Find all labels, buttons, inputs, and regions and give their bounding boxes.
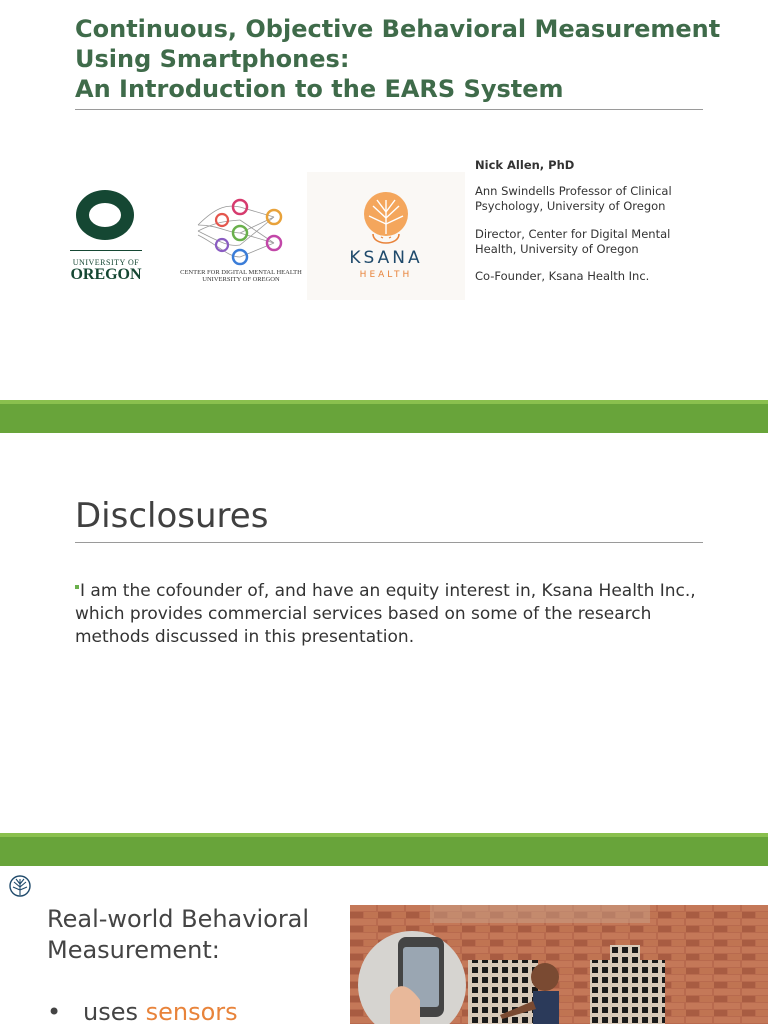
slide-divider-bar [0, 833, 768, 866]
ksana-health-logo [307, 172, 465, 300]
bullet-accent-text: sensors [145, 998, 238, 1026]
ksana-logo-name: KSANA [349, 248, 423, 268]
bullet-dot: • [47, 998, 62, 1026]
title-slide [0, 0, 768, 400]
title-line-1: Continuous, Objective Behavioral Measurement [75, 15, 721, 43]
title-underline [75, 109, 703, 110]
title-line-2: Using Smartphones: [75, 45, 350, 73]
author-name: Nick Allen, PhD [475, 158, 575, 172]
disclosures-heading: Disclosures [75, 496, 269, 536]
ksana-logo-sub: HEALTH [359, 270, 413, 280]
real-world-title: Real-world Behavioral Measurement: [47, 905, 310, 964]
slide-title [75, 14, 721, 104]
uo-o-mark [76, 190, 134, 240]
uo-logo-small-text: UNIVERSITY OF [72, 258, 140, 267]
ksana-tree-head-icon [359, 190, 413, 248]
slide-divider-bar [0, 400, 768, 433]
cdmh-logo-line-2: UNIVERSITY OF OREGON [202, 276, 280, 283]
disclosures-underline [75, 542, 703, 543]
bullet-text: uses [83, 998, 146, 1026]
cdmh-logo-text [178, 269, 304, 283]
title-line-3: An Introduction to the EARS System [75, 75, 564, 103]
bullet-square-icon [75, 585, 79, 589]
network-nodes-icon [178, 195, 304, 267]
center-digital-mental-health-logo [178, 195, 304, 290]
uo-logo-big-text: OREGON [70, 266, 142, 283]
photo-illustration [350, 905, 768, 1024]
author-role-3: Co-Founder, Ksana Health Inc. [475, 269, 650, 283]
sensors-bullet [47, 998, 238, 1026]
university-of-oregon-logo [68, 188, 144, 284]
uo-logo-divider [70, 250, 142, 251]
author-role-2: Director, Center for Digital Mental Health, University of Oregon [475, 227, 671, 256]
runner-with-phone-photo [350, 905, 768, 1024]
cdmh-logo-line-1: CENTER FOR DIGITAL MENTAL HEALTH [180, 269, 302, 276]
disclosure-bullet [75, 580, 715, 649]
ksana-tree-icon [8, 875, 32, 899]
disclosure-text: I am the cofounder of, and have an equity interest in, Ksana Health Inc., which provides commercial services based on some of the research methods discussed in this presentation. [75, 581, 696, 647]
author-role-1: Ann Swindells Professor of Clinical Psychology, University of Oregon [475, 184, 672, 213]
